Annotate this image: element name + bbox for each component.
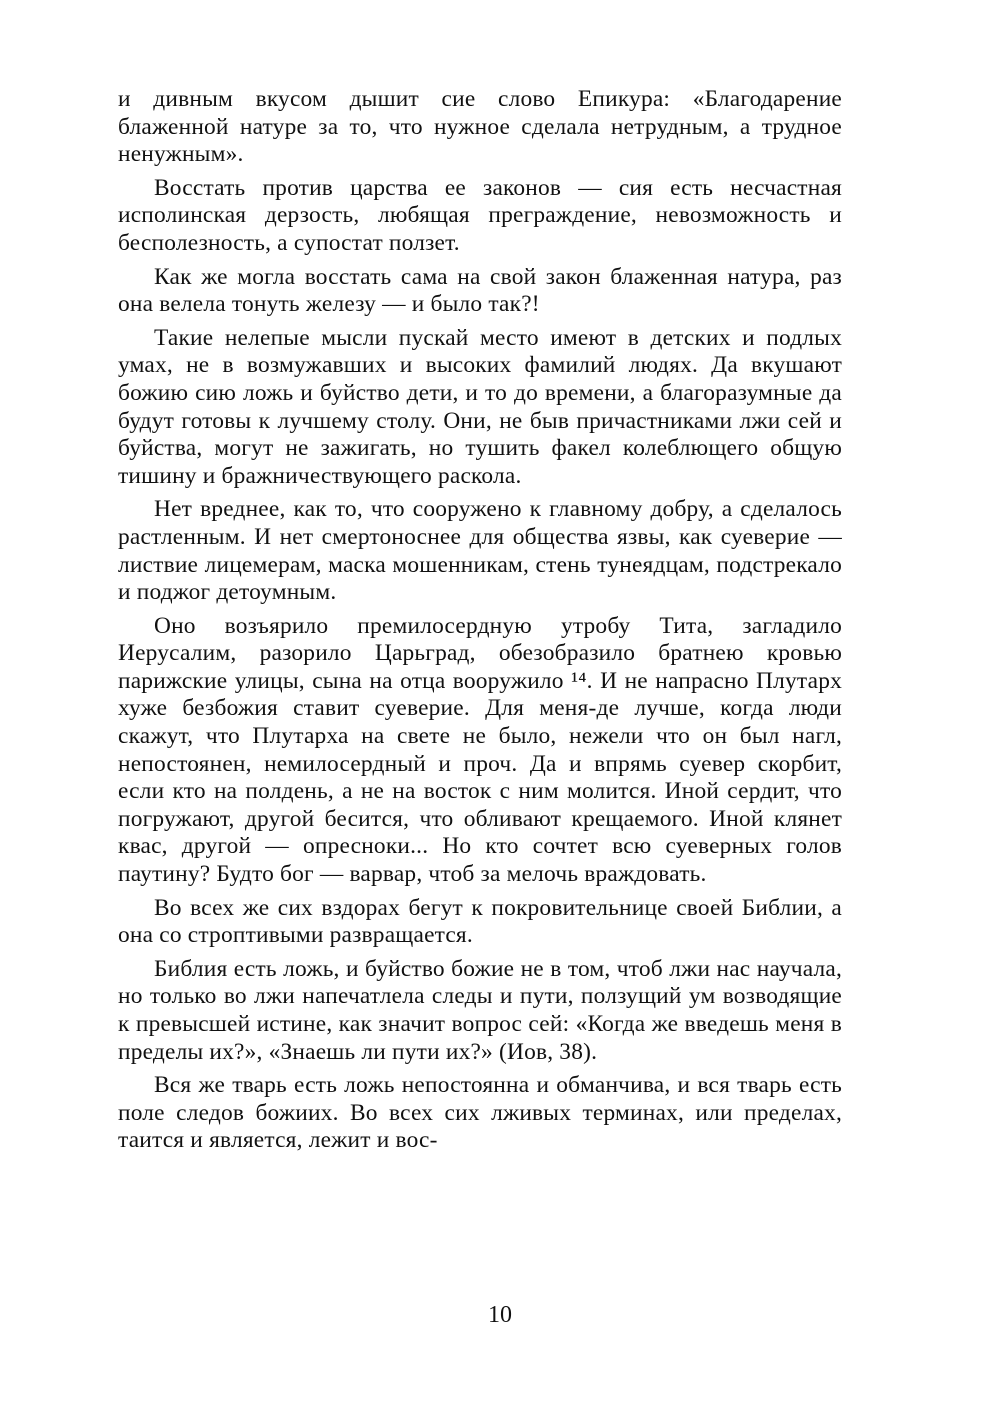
page-body xyxy=(118,86,842,1161)
page-number: 10 xyxy=(488,1302,512,1328)
paragraph-8: Библия есть ложь, и буйство божие не в том, чтоб лжи нас научала, но только во лжи напечатлела следы и пути, ползущий ум возводящие к превысшей истине, как значит вопрос сей: «Когда же введешь меня в пределы их?», «Знаешь ли пути их?» (Иов, 38). xyxy=(118,955,842,1065)
paragraph-1: и дивным вкусом дышит сие слово Епикура: «Благодарение блаженной натуре за то, что нужное сделала нетрудным, а трудное ненужным». xyxy=(118,86,842,168)
paragraph-7: Во всех же сих вздорах бегут к покровительнице своей Библии, а она со строптивыми развращается. xyxy=(118,894,842,949)
paragraph-9: Вся же тварь есть ложь непостоянна и обманчива, и вся тварь есть поле следов божиих. Во всех сих лживых терминах, или пределах, таится и является, лежит и вос- xyxy=(118,1072,842,1154)
paragraph-2: Восстать против царства ее законов — сия есть несчастная исполинская дерзость, любящая преграждение, невозможность и бесполезность, а супостат ползет. xyxy=(118,174,842,256)
paragraph-5: Нет вреднее, как то, что сооружено к главному добру, а сделалось растленным. И нет смертоноснее для общества язвы, как суеверие — листвие лицемерам, маска мошенникам, стень тунеядцам, подстрекало и поджог детоумным. xyxy=(118,496,842,606)
paragraph-6: Оно возъярило премилосердную утробу Тита, загладило Иерусалим, разорило Царьград, обезобразило братнею кровью парижские улицы, сына на отца вооружило ¹⁴. И не напрасно Плутарх хуже безбожия ставит суеверие. Для меня-де лучше, когда люди скажут, что Плутарха на свете не было, нежели что он был нагл, непостоянен, немилосердный и проч. Да и впрямь суевер скорбит, если кто на полдень, а не на восток с ним молится. Иной сердит, что погружают, другой бесится, что обливают крещаемого. Иной клянет квас, другой — опресноки... Но кто сочтет всю суеверных голов паутину? Будто бог — варвар, чтоб за мелочь враждовать. xyxy=(118,612,842,888)
paragraph-3: Как же могла восстать сама на свой закон блаженная натура, раз она велела тонуть железу — и было так?! xyxy=(118,263,842,318)
paragraph-4: Такие нелепые мысли пускай место имеют в детских и подлых умах, не в возмужавших и высоких фамилий людях. Да вкушают божию сию ложь и буйство дети, и то до времени, а благоразумные да будут готовы к лучшему столу. Они, не быв причастниками лжи сей и буйства, могут не зажигать, но тушить факел колеблющего общую тишину и бражничествующего раскола. xyxy=(118,324,842,489)
